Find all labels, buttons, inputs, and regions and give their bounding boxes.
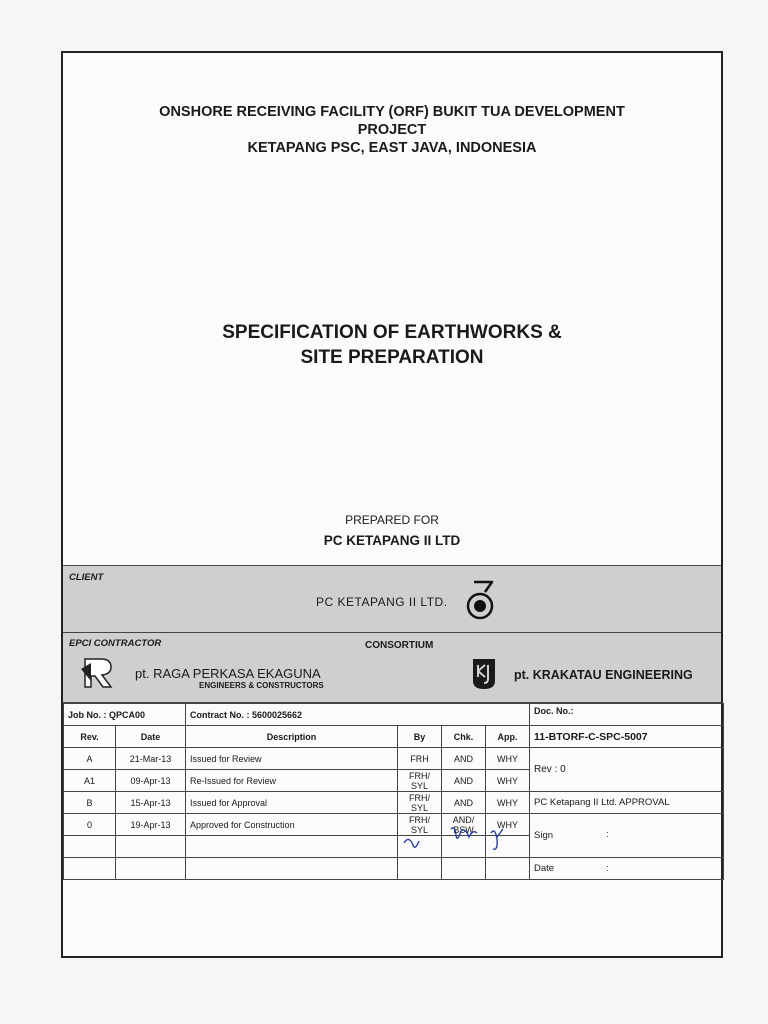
approval-label: PC Ketapang II Ltd. APPROVAL	[530, 792, 724, 814]
project-title-line-2: PROJECT	[357, 122, 427, 138]
description-cell: Issued for Review	[186, 748, 398, 770]
rev-cell: 0	[64, 814, 116, 836]
doc-no-label: Doc. No.:	[530, 704, 724, 726]
col-header-date: Date	[116, 726, 186, 748]
by-cell: FRH	[398, 748, 442, 770]
chk-cell: AND/ BSW	[442, 814, 486, 836]
col-header-app: App.	[486, 726, 530, 748]
rev-label: Rev : 0	[530, 748, 724, 792]
table-header-row	[64, 726, 724, 748]
rev-cell: A1	[64, 770, 116, 792]
description-cell: Re-Issued for Review	[186, 770, 398, 792]
client-name: PC KETAPANG II LTD.	[316, 595, 448, 609]
sign-colon: :	[606, 829, 609, 840]
contractor-1-name: pt. RAGA PERKASA EKAGUNA	[135, 666, 321, 681]
chk-cell: AND	[442, 792, 486, 814]
date-sign-cell	[530, 858, 724, 880]
app-cell: WHY	[486, 748, 530, 770]
consortium-label: CONSORTIUM	[365, 640, 434, 651]
description-cell: Approved for Construction	[186, 814, 398, 836]
job-contract-row	[64, 704, 724, 726]
table-row-empty	[64, 858, 724, 880]
project-title-line-1: ONSHORE RECEIVING FACILITY (ORF) BUKIT TUA DEVELOPMENT	[159, 104, 625, 120]
rev-cell: A	[64, 748, 116, 770]
project-title-line-3: KETAPANG PSC, EAST JAVA, INDONESIA	[247, 140, 537, 156]
sign-label: Sign	[534, 830, 554, 841]
revision-table	[63, 703, 724, 880]
date-cell: 21-Mar-13	[116, 748, 186, 770]
chk-cell: AND	[442, 748, 486, 770]
client-band	[63, 565, 721, 633]
doc-no: 11-BTORF-C-SPC-5007	[530, 726, 724, 748]
date-cell: 09-Apr-13	[116, 770, 186, 792]
prepared-for-client: PC KETAPANG II LTD	[323, 533, 461, 548]
by-cell: FRH/ SYL	[398, 792, 442, 814]
document-title	[63, 320, 721, 370]
by-cell: FRH/ SYL	[398, 770, 442, 792]
contractor-1-subtitle: ENGINEERS & CONSTRUCTORS	[199, 681, 324, 690]
document-title-line-1: SPECIFICATION OF EARTHWORKS &	[222, 322, 562, 343]
prepared-for-label: PREPARED FOR	[345, 513, 439, 527]
col-header-rev: Rev.	[64, 726, 116, 748]
sign-cell	[530, 814, 724, 858]
table-row	[64, 792, 724, 814]
table-row	[64, 748, 724, 770]
document-title-line-2: SITE PREPARATION	[300, 347, 484, 368]
client-label: CLIENT	[69, 572, 104, 583]
rpe-logo-icon	[79, 655, 119, 689]
app-cell: WHY	[486, 792, 530, 814]
contract-no: Contract No. : 5600025662	[186, 704, 530, 726]
chk-cell: AND	[442, 770, 486, 792]
document-sheet	[61, 51, 723, 958]
contractor-2-name: pt. KRAKATAU ENGINEERING	[514, 668, 693, 682]
description-cell: Issued for Approval	[186, 792, 398, 814]
col-header-chk: Chk.	[442, 726, 486, 748]
col-header-by: By	[398, 726, 442, 748]
app-cell: WHY	[486, 770, 530, 792]
date-label: Date	[534, 863, 555, 874]
project-title	[63, 103, 721, 157]
by-cell: FRH/ SYL	[398, 814, 442, 836]
job-no: Job No. : QPCA00	[64, 704, 186, 726]
date-cell: 19-Apr-13	[116, 814, 186, 836]
col-header-description: Description	[186, 726, 398, 748]
date-colon: :	[606, 863, 609, 874]
client-logo-icon	[465, 578, 495, 622]
rev-cell: B	[64, 792, 116, 814]
contractor-band	[63, 633, 721, 703]
table-row	[64, 814, 724, 836]
epci-contractor-label: EPCI CONTRACTOR	[69, 638, 162, 649]
ke-logo-icon	[471, 657, 497, 691]
app-cell: WHY	[486, 814, 530, 836]
date-cell: 15-Apr-13	[116, 792, 186, 814]
